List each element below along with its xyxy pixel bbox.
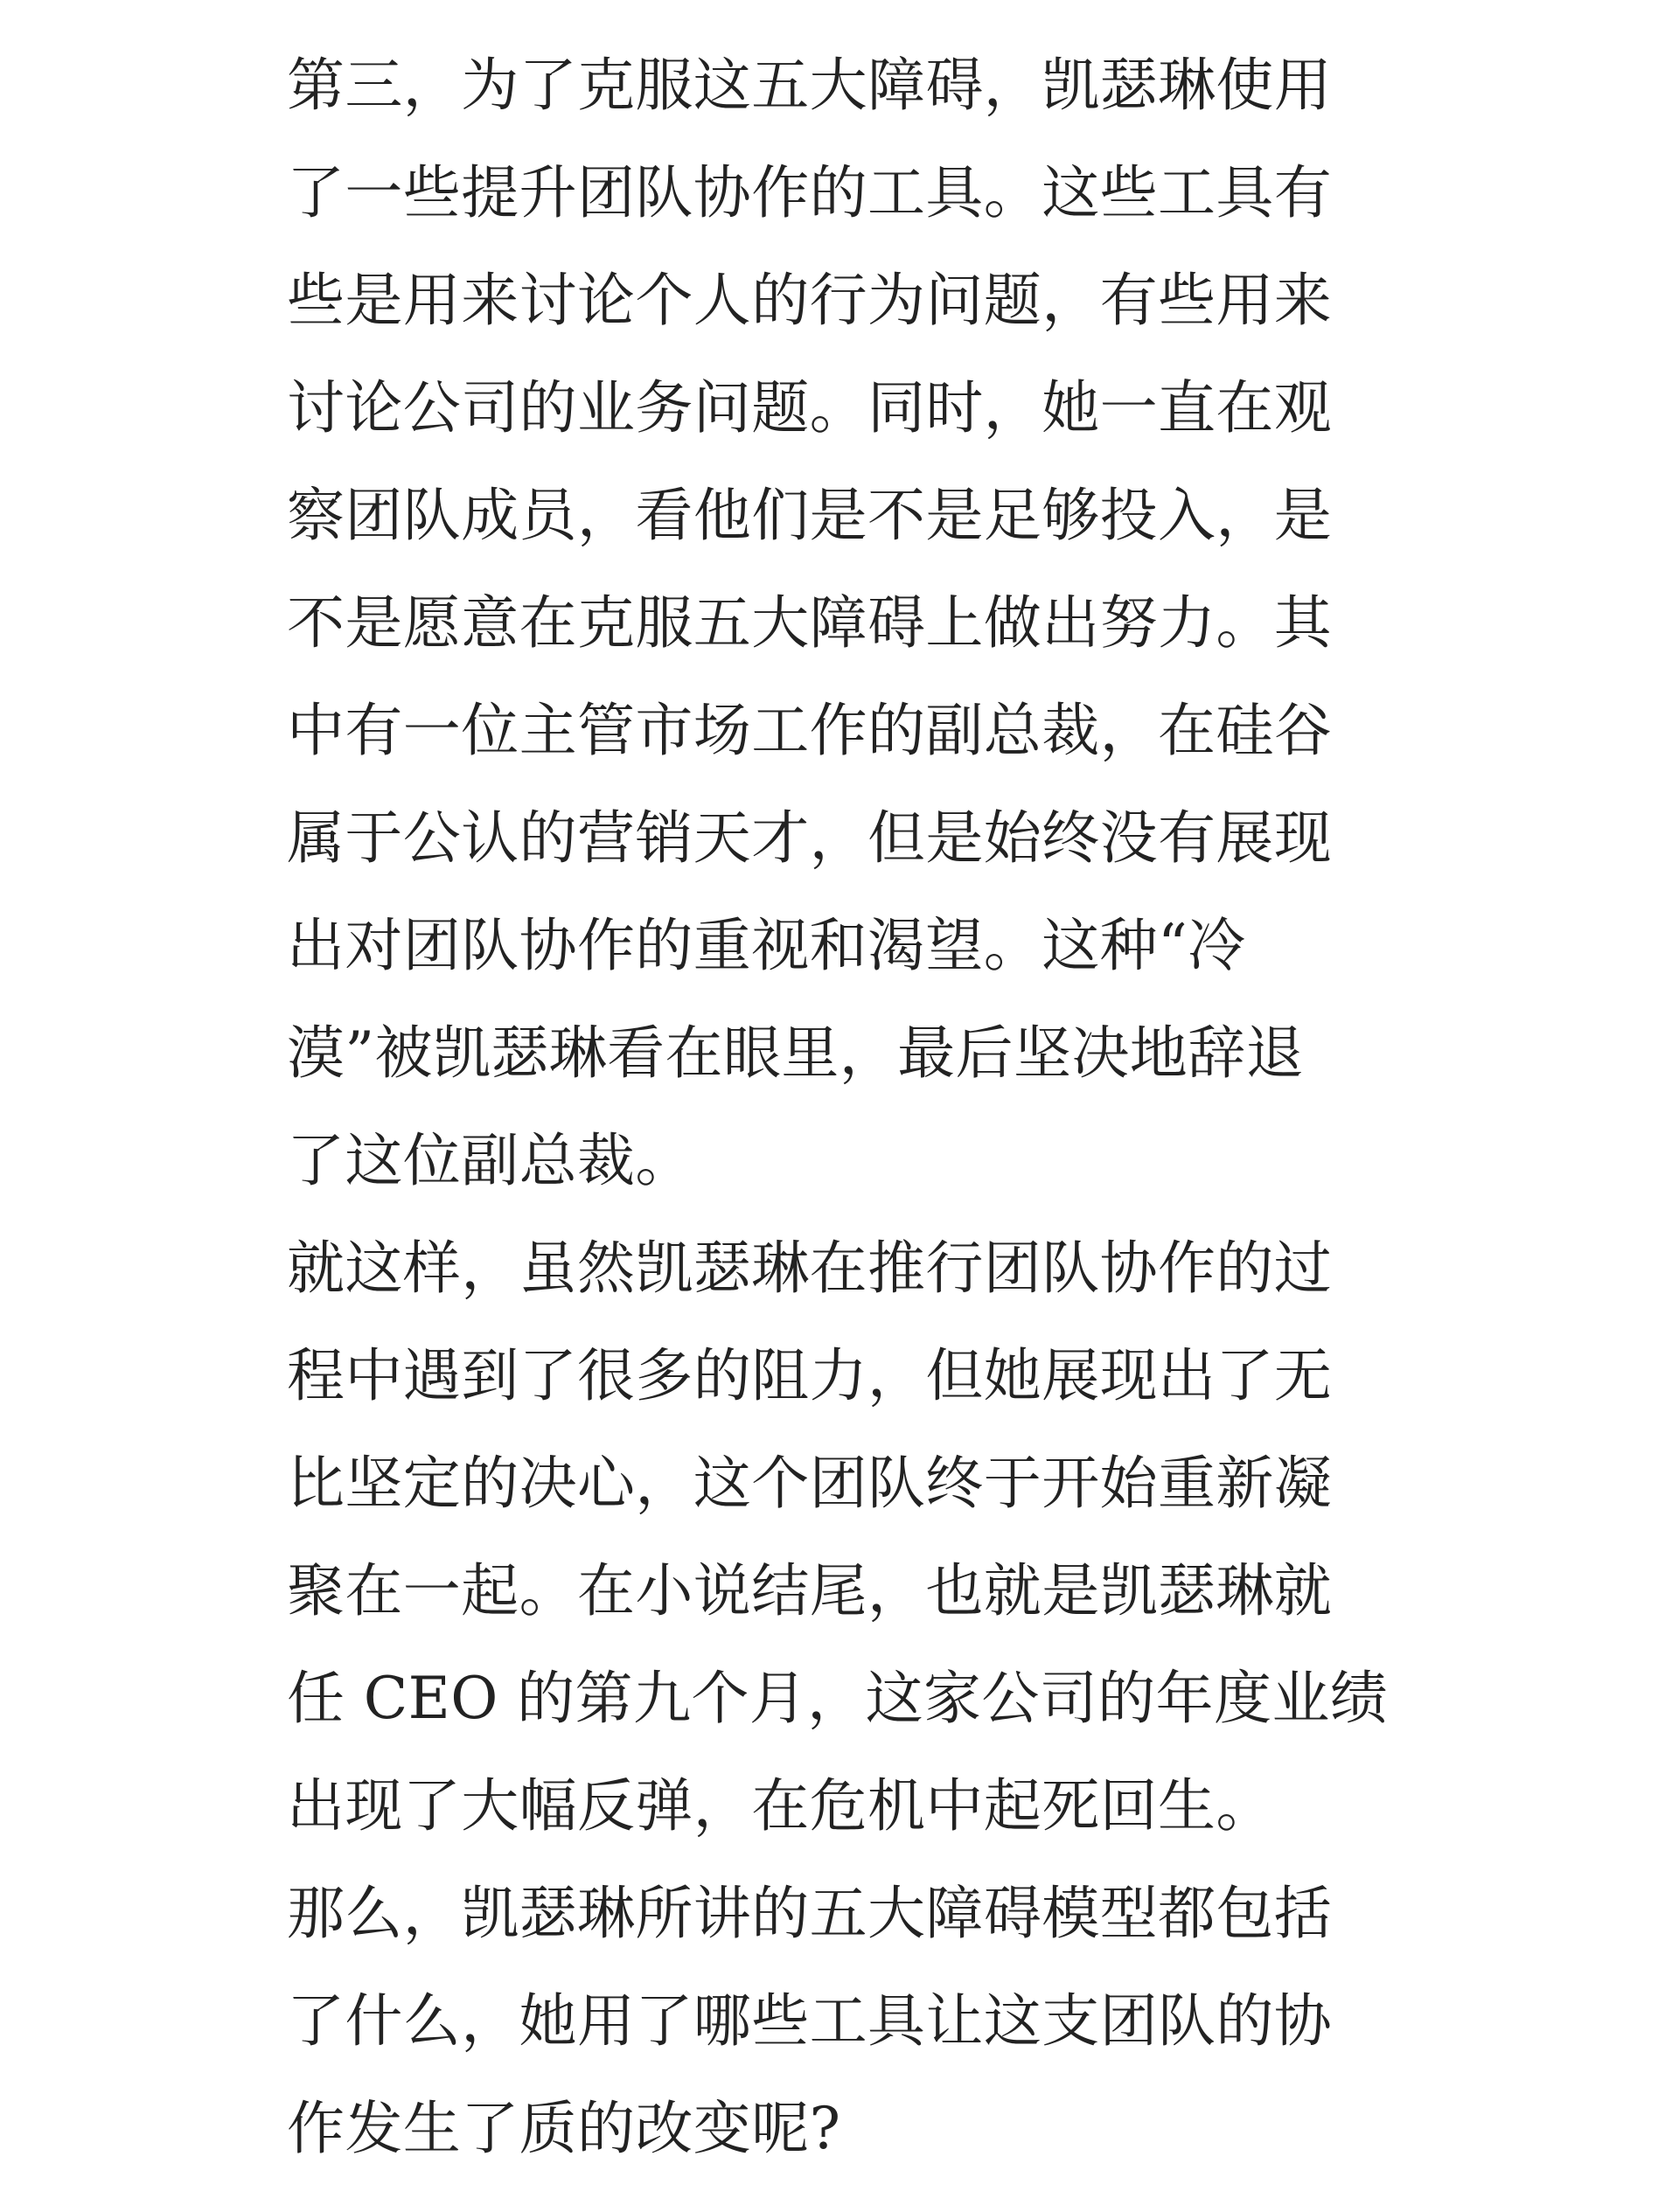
text-line: 了一些提升团队协作的工具。这些工具有 [287, 159, 1333, 226]
document-page [287, 31, 1415, 2182]
text-line: 聚在一起。在小说结尾，也就是凯瑟琳就 [287, 1557, 1333, 1624]
text-line: 属于公认的营销天才，但是始终没有展现 [287, 804, 1333, 872]
text-line: 不是愿意在克服五大障碍上做出努力。其 [287, 589, 1333, 657]
text-line: 讨论公司的业务问题。同时，她一直在观 [287, 374, 1333, 442]
text-line: 些是用来讨论个人的行为问题，有些用来 [287, 267, 1333, 334]
text-line: 作发生了质的改变呢? [287, 2095, 841, 2162]
text-line: 任 CEO 的第九个月，这家公司的年度业绩 [287, 1665, 1389, 1732]
text-line: 出现了大幅反弹，在危机中起死回生。 [287, 1772, 1274, 1840]
text-line: 察团队成员，看他们是不是足够投入，是 [287, 482, 1333, 549]
text-line: 就这样，虽然凯瑟琳在推行团队协作的过 [287, 1235, 1333, 1302]
text-line: 了什么，她用了哪些工具让这支团队的协 [287, 1987, 1333, 2055]
text-line: 中有一位主管市场工作的副总裁，在硅谷 [287, 697, 1333, 764]
text-line: 程中遇到了很多的阻力，但她展现出了无 [287, 1342, 1333, 1409]
text-line: 那么，凯瑟琳所讲的五大障碍模型都包括 [287, 1880, 1333, 1947]
text-line: 漠”被凯瑟琳看在眼里，最后坚决地辞退 [287, 1019, 1304, 1087]
text-line: 第三，为了克服这五大障碍，凯瑟琳使用 [287, 52, 1333, 119]
text-line: 出对团队协作的重视和渴望。这种“冷 [287, 912, 1246, 979]
text-line: 比坚定的决心，这个团队终于开始重新凝 [287, 1450, 1333, 1517]
text-line: 了这位副总裁。 [287, 1127, 693, 1194]
